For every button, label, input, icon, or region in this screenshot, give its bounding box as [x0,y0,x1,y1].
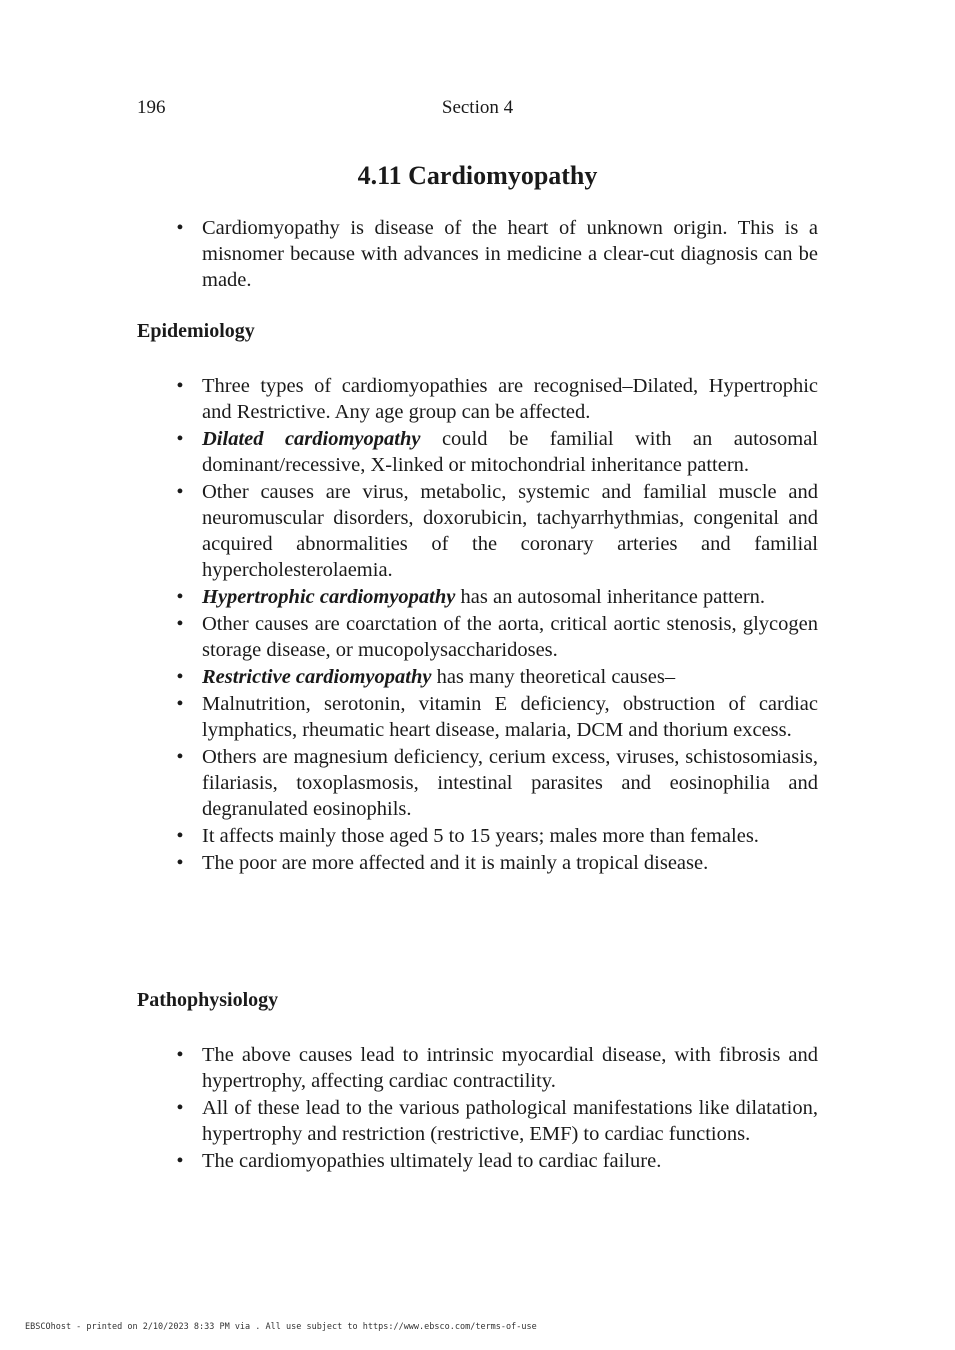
list-item-text: Cardiomyopathy is disease of the heart of unknown origin. This is a misnomer because with advances in medicine a clear-cut diagnosis can be made. [202,217,818,291]
term-dilated-cardiomyopathy: Dilated cardiomyopathy [202,428,421,450]
list-item-text: Others are magnesium deficiency, cerium excess, viruses, schistosomiasis, filariasis, toxoplasmosis, intestinal parasites and eosinophilia and degranulated eosinophils. [202,746,818,820]
list-item [176,584,818,610]
list-item [176,1042,818,1094]
bullet-icon: • [176,746,184,768]
epidemiology-heading: Epidemiology [137,320,255,342]
bullet-icon: • [176,481,184,503]
list-item-text: Malnutrition, serotonin, vitamin E deficiency, obstruction of cardiac lymphatics, rheumatic heart disease, malaria, DCM and thorium excess. [202,693,818,741]
list-item [176,850,818,876]
list-item-text: Other causes are virus, metabolic, systemic and familial muscle and neuromuscular disorders, doxorubicin, tachyarrhythmias, congenital and acquired abnormalities of the coronary arteries and familial hypercholesterolaemia. [202,481,818,581]
bullet-icon: • [176,1150,184,1172]
pathophysiology-heading: Pathophysiology [137,989,279,1011]
list-item-text: has many theoretical causes– [431,666,676,688]
list-item-text: All of these lead to the various pathological manifestations like dilatation, hypertrophy and restriction (restrictive, EMF) to cardiac functions. [202,1097,818,1145]
list-item [176,479,818,583]
list-item [176,611,818,663]
bullet-icon: • [176,428,184,450]
print-footer: EBSCOhost - printed on 2/10/2023 8:33 PM via . All use subject to https://www.ebsco.com/terms-of-use [25,1322,537,1332]
epidemiology-list [0,373,818,877]
bullet-icon: • [176,217,184,239]
bullet-icon: • [176,586,184,608]
list-item-text: It affects mainly those aged 5 to 15 years; males more than females. [202,825,759,847]
pathophysiology-list [0,1042,818,1175]
list-item [176,744,818,822]
list-item-text: The above causes lead to intrinsic myocardial disease, with fibrosis and hypertrophy, affecting cardiac contractility. [202,1044,818,1092]
bullet-icon: • [176,693,184,715]
list-item [176,823,818,849]
list-item-text: Other causes are coarctation of the aorta, critical aortic stenosis, glycogen storage disease, or mucopolysaccharidoses. [202,613,818,661]
intro-list [0,215,818,294]
list-item-text: has an autosomal inheritance pattern. [455,586,766,608]
list-item [176,373,818,425]
list-item [176,664,818,690]
bullet-icon: • [176,613,184,635]
list-item-text: The poor are more affected and it is mainly a tropical disease. [202,852,709,874]
page-number: 196 [137,97,166,118]
list-item [176,215,818,293]
bullet-icon: • [176,375,184,397]
bullet-icon: • [176,825,184,847]
list-item-text: Three types of cardiomyopathies are recognised–Dilated, Hypertrophic and Restrictive. Any age group can be affected. [202,375,818,423]
chapter-title: 4.11 Cardiomyopathy [357,161,598,190]
term-hypertrophic-cardiomyopathy: Hypertrophic cardiomyopathy [202,586,456,608]
bullet-icon: • [176,666,184,688]
bullet-icon: • [176,1044,184,1066]
list-item [176,1148,818,1174]
list-item [176,426,818,478]
list-item-text: could be familial with an autosomal dominant/recessive, X-linked or mitochondrial inheritance pattern. [202,428,818,476]
list-item-text: The cardiomyopathies ultimately lead to cardiac failure. [202,1150,662,1172]
bullet-icon: • [176,1097,184,1119]
running-head: Section 4 [441,97,514,118]
list-item [176,1095,818,1147]
bullet-icon: • [176,852,184,874]
term-restrictive-cardiomyopathy: Restrictive cardiomyopathy [202,666,432,688]
list-item [176,691,818,743]
